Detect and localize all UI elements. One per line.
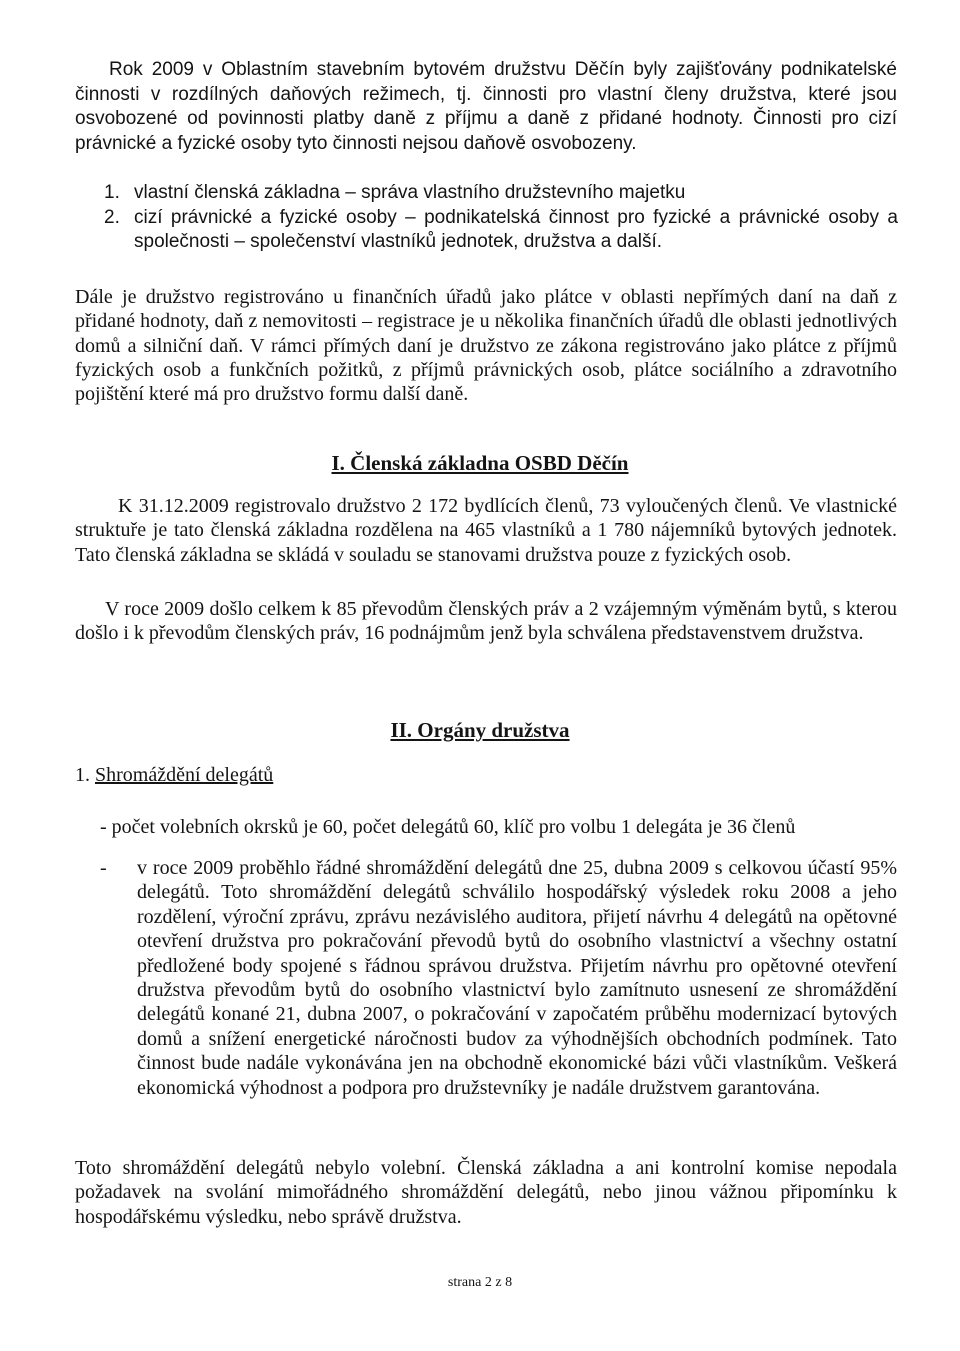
transfers-paragraph: V roce 2009 došlo celkem k 85 převodům členských práv a 2 vzájemným výměnám bytů, s kterou došlo i k převodům členských práv, 16 podnájmům jenž byla schválena představenstvem družstva. (75, 598, 897, 645)
activity-list (96, 181, 898, 255)
list-item (96, 206, 898, 255)
section-2-heading: II. Orgány družstva (390, 718, 570, 742)
list-item-text: vlastní členská základna – správa vlastního družstevního majetku (134, 182, 686, 203)
bullet-dash: - (100, 857, 107, 879)
intro-paragraph: Rok 2009 v Oblastním stavebním bytovém družstvu Děčín byly zajišťovány podnikatelské činnosti v rozdílných daňových režimech, tj. činnosti pro vlastní členy družstva, které jsou osvobozené od povinnosti platby daně z příjmu a daně z přidané hodnoty. Činnosti pro cizí právnické a fyzické osoby tyto činnosti nejsou daňově osvobozeny. (75, 59, 897, 154)
tax-registration-paragraph: Dále je družstvo registrováno u finančních úřadů jako plátce v oblasti nepřímých daní na daň z přidané hodnoty, daň z nemovitosti – registrace je u několika finančních úřadů dle oblasti jednotlivých domů a silniční daň. V rámci přímých daní je družstvo ze zákona registrováno jako plátce z příjmů fyzických osob a funkčních požitků, z příjmů právnických osob, plátce sociálního a zdravotního pojištění které má pro družstvo formu další daně. (75, 286, 897, 406)
subsection-heading (75, 764, 273, 787)
subsection-title: Shromáždění delegátů (95, 764, 274, 786)
list-item-text: cizí právnické a fyzické osoby – podnikatelská činnost pro fyzické a právnické osoby a společnosti – společenství vlastníků jednotek, družstva a další. (134, 206, 898, 252)
list-item-number: 1. (104, 182, 120, 203)
delegates-count-bullet: - počet volebních okrsků je 60, počet delegátů 60, klíč pro volbu 1 delegáta je 36 členů (100, 816, 796, 838)
list-item (96, 181, 898, 206)
section-1-heading: I. Členská základna OSBD Děčín (331, 451, 629, 475)
membership-paragraph: K 31.12.2009 registrovalo družstvo 2 172 bydlících členů, 73 vyloučených členů. Ve vlastnické struktuře je tato členská základna rozdělena na 465 vlastníků a 1 780 nájemníků bytových jednotek. Tato členská základna se skládá v souladu se stanovami družstva pouze z fyzických osob. (75, 495, 897, 566)
subsection-number: 1. (75, 764, 90, 786)
closing-paragraph: Toto shromáždění delegátů nebylo volební. Členská základna a ani kontrolní komise nepodala požadavek na svolání mimořádného shromáždění delegátů, nebo jinou vážnou připomínku k hospodářskému výsledku, nebo správě družstva. (75, 1157, 897, 1228)
page-number: strana 2 z 8 (447, 1275, 513, 1290)
assembly-bullet (100, 856, 897, 1100)
list-item-number: 2. (104, 206, 120, 228)
assembly-bullet-text: v roce 2009 proběhlo řádné shromáždění delegátů dne 25, dubna 2009 s celkovou účastí 95% delegátů. Toto shromáždění delegátů schválilo hospodářský výsledek roku 2008 a jeho rozdělení, výroční zprávu, zprávu nezávislého auditora, přijetí návrhu 4 delegátů na opětovné otevření družstva pro pokračování převodů bytů do osobního vlastnictví a všechny ostatní předložené body spojené s řádnou správou družstva. Přijetím návrhu pro opětovné otevření družstva převodům bytů do osobního vlastnictví bylo zamítnuto usnesení ze shromáždění delegátů konané 21, dubna 2007, o pokračování v započatém průběhu modernizací bytových domů a snížení energetické náročnosti budov za výhodnějších obchodních podmínek. Tato činnost bude nadále vykonávána jen na obchodně ekonomické bázi vůči vlastníkům. Veškerá ekonomická výhodnost a podpora pro družstevníky je nadále družstvem garantována. (137, 857, 897, 1099)
